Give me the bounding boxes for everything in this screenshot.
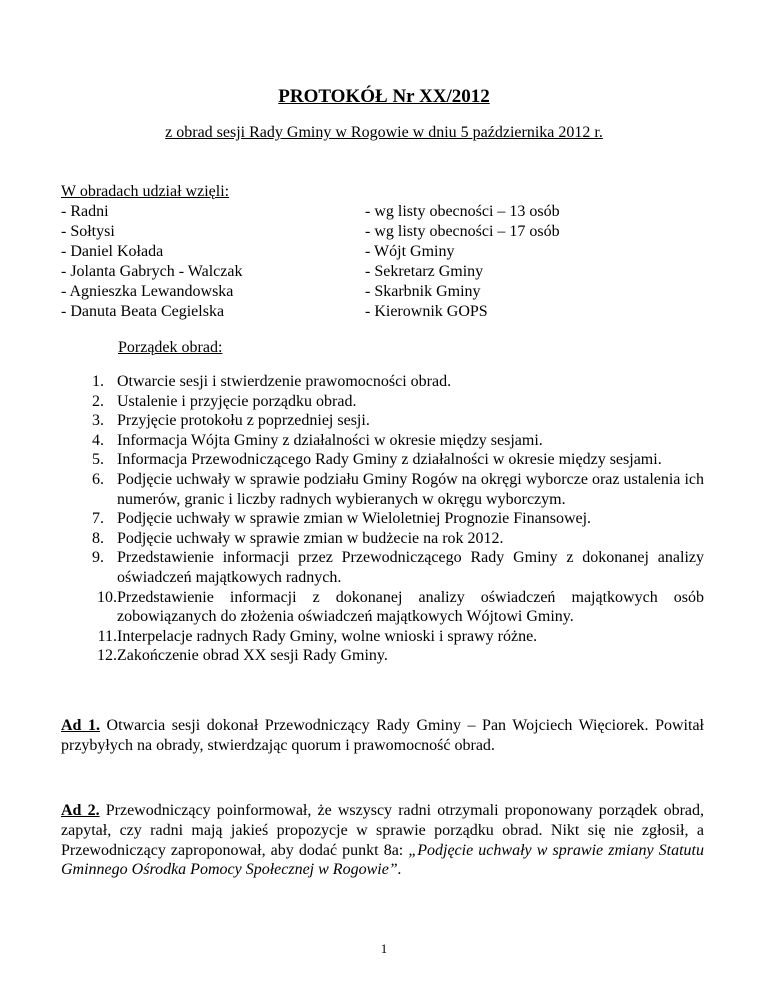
attendee-role: - Skarbnik Gminy [365,283,481,300]
agenda-item-text: Ustalenie i przyjęcie porządku obrad. [117,392,357,410]
page-number: 1 [380,941,388,956]
agenda-item [61,548,704,587]
attendee-name: - Jolanta Gabrych - Walczak [61,263,243,280]
agenda-item-text: Przyjęcie protokołu z poprzedniej sesji. [117,412,370,430]
agenda-item-number: 9. [92,549,104,567]
agenda-item-number: 10. [97,588,117,606]
ad2-text: Przewodniczący poinformował, że wszyscy radni otrzymali proponowany porządek obrad, zapytał, czy radni mają jakieś propozycje w sprawie porządku obrad. Nikt się nie zgłosił, a Przewodniczący zaproponował, aby dodać punkt 8a: [61,802,704,859]
ad2-quote: „Podjęcie uchwały w sprawie zmiany Statutu Gminnego Ośrodka Pomocy Społecznej w Rogowie”. [61,841,704,879]
agenda-item [61,470,704,509]
agenda-item [61,392,704,412]
ad1-text: Otwarcia sesji dokonał Przewodniczący Rady Gminy – Pan Wojciech Więciorek. Powitał przybyłych na obrady, stwierdzając quorum i prawomocność obrad. [61,717,704,754]
ad1-label: Ad 1. [61,717,100,734]
agenda-item-number: 3. [92,412,104,430]
paragraph-ad1 [61,716,704,756]
agenda-item-number: 5. [92,451,104,469]
agenda-item-number: 8. [92,529,104,547]
attendee-role: - Sekretarz Gminy [365,263,484,280]
attendee-role: - wg listy obecności – 13 osób [365,203,560,220]
agenda-item [61,588,704,627]
attendance-row [61,202,701,222]
attendee-name: - Radni [61,203,109,220]
agenda-item [61,372,704,392]
attendee-role: - Kierownik GOPS [365,303,488,320]
attendance-row [61,282,701,302]
agenda-item-text: Przedstawienie informacji przez Przewodniczącego Rady Gminy z dokonanej analizy oświadczeń majątkowych radnych. [117,549,704,586]
paragraph-ad2 [61,801,704,880]
agenda-item-number: 6. [92,470,104,488]
agenda-item-number: 7. [92,510,104,528]
agenda-item-text: Podjęcie uchwały w sprawie zmian w budżecie na rok 2012. [117,529,504,547]
attendance-row [61,242,701,262]
attendee-name: - Agnieszka Lewandowska [61,283,234,300]
attendance-row [61,302,701,322]
agenda-item-number: 12. [97,647,117,665]
attendance-section [61,182,701,322]
attendee-name: - Danuta Beata Cegielska [61,303,225,320]
agenda-item-text: Informacja Wójta Gminy z działalności w okresie między sesjami. [117,431,543,449]
agenda-item-text: Przedstawienie informacji z dokonanej analizy oświadczeń majątkowych osób zobowiązanych do złożenia oświadczeń majątkowych Wójtowi Gminy. [117,588,704,626]
agenda-item [61,627,704,647]
agenda-item-number: 11. [97,627,117,645]
attendee-role: - wg listy obecności – 17 osób [365,223,560,240]
agenda-item-number: 2. [92,392,104,410]
agenda-item [61,529,704,549]
attendee-name: - Daniel Kołada [61,243,164,260]
attendance-heading: W obradach udział wzięli: [61,183,230,200]
document-subtitle: z obrad sesji Rady Gminy w Rogowie w dniu 5 października 2012 r. [165,124,603,141]
document-title: PROTOKÓŁ Nr XX/2012 [278,86,490,107]
ad2-label: Ad 2. [61,802,100,819]
agenda-heading: Porządek obrad: [118,339,223,356]
agenda-item-text: Podjęcie uchwały w sprawie zmian w Wieloletniej Prognozie Finansowej. [117,510,592,528]
agenda-item-text: Interpelacje radnych Rady Gminy, wolne wnioski i sprawy różne. [117,627,538,645]
attendance-row [61,262,701,282]
agenda-item-text: Informacja Przewodniczącego Rady Gminy z działalności w okresie między sesjami. [117,451,662,469]
agenda-item [61,431,704,451]
agenda-item [61,646,704,666]
agenda-item [61,450,704,470]
agenda-item [61,411,704,431]
agenda-item-text: Zakończenie obrad XX sesji Rady Gminy. [117,647,388,665]
attendee-role: - Wójt Gminy [365,243,455,260]
agenda-item [61,509,704,529]
agenda-item-text: Podjęcie uchwały w sprawie podziału Gminy Rogów na okręgi wyborcze oraz ustalenia ich numerów, granic i liczby radnych wybieranych w okręgu wyborczym. [117,470,704,508]
agenda-list [61,372,704,666]
agenda-item-number: 1. [92,373,104,390]
attendee-name: - Sołtysi [61,223,115,240]
agenda-item-number: 4. [92,431,104,449]
attendance-row [61,222,701,242]
agenda-item-text: Otwarcie sesji i stwierdzenie prawomocności obrad. [117,373,452,390]
